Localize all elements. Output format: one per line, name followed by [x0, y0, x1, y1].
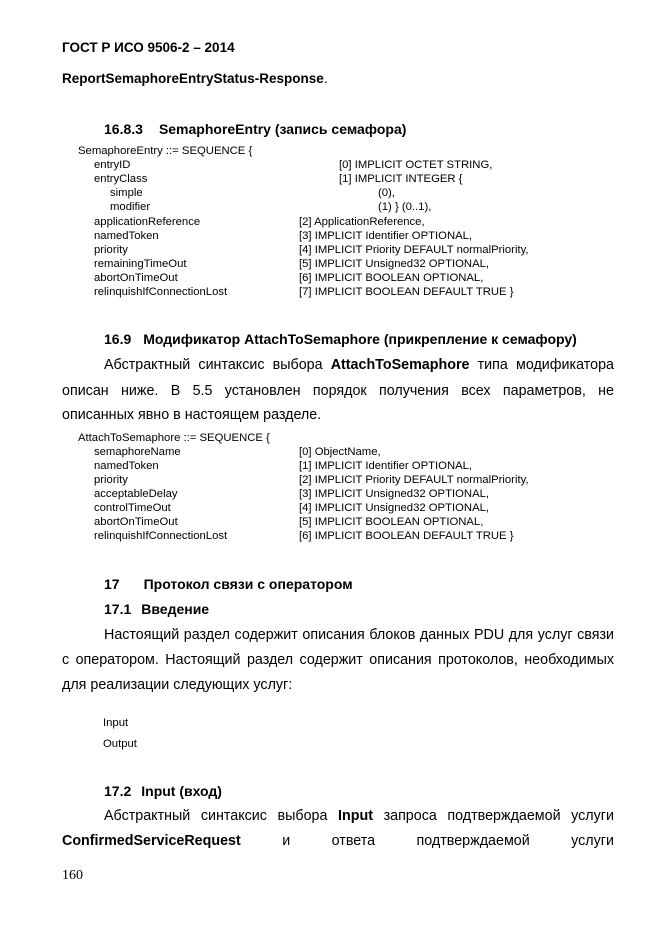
asn-field-name: namedToken	[94, 230, 159, 242]
asn-field-name: namedToken	[94, 460, 159, 472]
asn-field-def: [7] IMPLICIT BOOLEAN DEFAULT TRUE }	[299, 286, 514, 298]
confirmed-service-request-term: ConfirmedServiceRequest	[62, 833, 241, 849]
asn-field-def: [4] IMPLICIT Unsigned32 OPTIONAL,	[299, 502, 490, 514]
section-16-9-heading	[104, 331, 577, 347]
input-term: Input	[338, 808, 373, 824]
section-17-1-heading	[104, 601, 209, 617]
section-17-1-title: Введение	[141, 601, 210, 617]
section-17-2-paragraph-line1: Абстрактный синтаксис выбора Input запроса подтверждаемой услуги	[104, 808, 614, 824]
asn-field-name: semaphoreName	[94, 446, 181, 458]
asn-field-def: [3] IMPLICIT Identifier OPTIONAL,	[299, 230, 473, 242]
semaphore-entry-asn-header: SemaphoreEntry ::= SEQUENCE {	[78, 145, 253, 157]
top-continuation	[62, 71, 328, 86]
asn-field-def: [0] IMPLICIT OCTET STRING,	[339, 159, 493, 171]
section-16-8-3-title: SemaphoreEntry (запись семафора)	[158, 121, 407, 137]
asn-field-def: [5] IMPLICIT BOOLEAN OPTIONAL,	[299, 516, 484, 528]
attach-to-semaphore-asn-header: AttachToSemaphore ::= SEQUENCE {	[78, 432, 270, 444]
section-16-9-paragraph-line3: описанных явно в настоящем разделе.	[62, 407, 322, 423]
section-17-1-paragraph-line1: Настоящий раздел содержит описания блоков данных PDU для услуг связи	[104, 627, 614, 643]
document-standard-header: ГОСТ Р ИСО 9506-2 – 2014	[62, 40, 235, 55]
asn-field-def: [3] IMPLICIT Unsigned32 OPTIONAL,	[299, 488, 490, 500]
section-16-9-paragraph-line1: Абстрактный синтаксис выбора AttachToSemaphore типа модификатора	[104, 357, 614, 373]
section-17-1-paragraph-line2: с оператором. Настоящий раздел содержит описания протоколов, необходимых	[62, 652, 614, 668]
asn-field-def: [2] IMPLICIT Priority DEFAULT normalPriority,	[299, 474, 529, 486]
section-16-9-number: 16.9	[104, 331, 132, 347]
asn-field-name: entryID	[94, 159, 131, 171]
asn-field-def: [5] IMPLICIT Unsigned32 OPTIONAL,	[299, 258, 490, 270]
section-16-9-title: Модификатор AttachToSemaphore (прикрепление к семафору)	[143, 331, 577, 347]
asn-field-def: [1] IMPLICIT Identifier OPTIONAL,	[299, 460, 473, 472]
asn-field-name: priority	[94, 244, 128, 256]
section-17-heading	[104, 576, 353, 592]
section-17-number: 17	[104, 576, 120, 592]
asn-field-name: abortOnTimeOut	[94, 516, 178, 528]
service-list-item-input: Input	[103, 717, 129, 729]
asn-field-name: modifier	[110, 201, 151, 213]
section-17-2-heading	[104, 783, 222, 799]
section-17-2-title: Input (вход)	[141, 783, 222, 799]
asn-field-name: simple	[110, 187, 143, 199]
section-17-1-paragraph-line3: для реализации следующих услуг:	[62, 677, 293, 693]
top-type-name: ReportSemaphoreEntryStatus-Response	[62, 71, 324, 86]
section-17-1-number: 17.1	[104, 601, 132, 617]
service-list-item-output: Output	[103, 738, 137, 750]
asn-field-def: [2] ApplicationReference,	[299, 216, 425, 228]
asn-field-def: (1) } (0..1),	[378, 201, 432, 213]
asn-field-def: (0),	[378, 187, 395, 199]
asn-field-name: relinquishIfConnectionLost	[94, 530, 228, 542]
asn-field-name: controlTimeOut	[94, 502, 171, 514]
asn-field-name: priority	[94, 474, 128, 486]
asn-field-def: [1] IMPLICIT INTEGER {	[339, 173, 463, 185]
section-16-9-paragraph-line2: описан ниже. В 5.5 установлен порядок получения всех параметров, не	[62, 383, 614, 399]
asn-field-name: abortOnTimeOut	[94, 272, 178, 284]
section-16-8-3-number: 16.8.3	[104, 121, 143, 137]
section-17-title: Протокол связи с оператором	[143, 576, 353, 592]
asn-field-name: remainingTimeOut	[94, 258, 187, 270]
section-16-8-3-heading	[104, 121, 406, 137]
asn-field-name: acceptableDelay	[94, 488, 178, 500]
asn-field-def: [6] IMPLICIT BOOLEAN OPTIONAL,	[299, 272, 484, 284]
asn-field-def: [6] IMPLICIT BOOLEAN DEFAULT TRUE }	[299, 530, 514, 542]
asn-field-def: [0] ObjectName,	[299, 446, 381, 458]
asn-field-name: entryClass	[94, 173, 148, 185]
asn-field-name: applicationReference	[94, 216, 201, 228]
section-17-2-paragraph-line2: ConfirmedServiceRequest и ответа подтверждаемой услуги	[62, 833, 614, 849]
section-17-2-number: 17.2	[104, 783, 132, 799]
attach-to-semaphore-term: AttachToSemaphore	[330, 357, 470, 373]
top-period: .	[323, 71, 328, 86]
asn-field-name: relinquishIfConnectionLost	[94, 286, 228, 298]
page-number: 160	[62, 868, 83, 883]
asn-field-def: [4] IMPLICIT Priority DEFAULT normalPriority,	[299, 244, 529, 256]
